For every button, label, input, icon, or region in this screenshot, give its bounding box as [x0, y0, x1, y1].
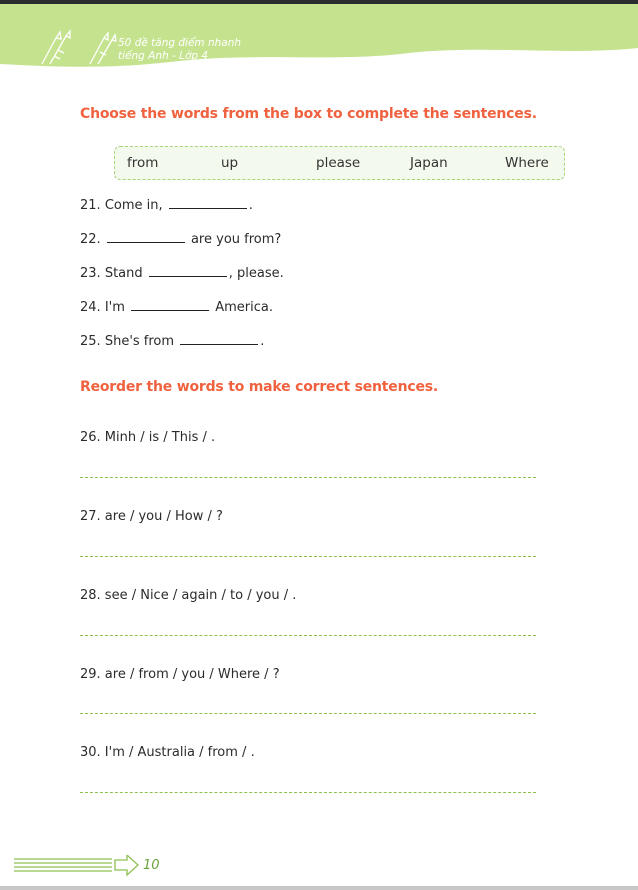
question-23: [80, 264, 284, 281]
question-number: 24.: [80, 300, 101, 315]
footer-arrow-icon: [14, 855, 139, 877]
word-box-item: please: [316, 155, 361, 171]
question-26: 26. Minh / is / This / .: [80, 430, 216, 445]
question-30: 30. I'm / Australia / from / .: [80, 745, 255, 760]
question-21: [80, 196, 253, 213]
question-text-after: , please.: [228, 266, 284, 281]
book-title-line2: tiếng Anh - Lớp 4: [118, 50, 209, 62]
answer-line[interactable]: [80, 635, 536, 636]
pencil-icon: [86, 30, 120, 68]
page-number: 10: [143, 858, 160, 873]
question-text-before: Come in,: [104, 198, 163, 213]
question-number: 25.: [80, 334, 101, 349]
question-text-before: I'm: [104, 300, 125, 315]
bottom-border: [0, 886, 638, 890]
question-number: 21.: [80, 198, 101, 213]
question-text-after: are you from?: [190, 232, 282, 247]
question-text-after: .: [260, 334, 265, 349]
answer-line[interactable]: [80, 713, 536, 714]
word-box-item: Where: [505, 155, 549, 171]
answer-blank[interactable]: [169, 196, 247, 209]
question-27: 27. are / you / How / ?: [80, 509, 223, 524]
answer-line[interactable]: [80, 477, 536, 478]
question-28: 28. see / Nice / again / to / you / .: [80, 588, 297, 603]
page-header: [0, 4, 638, 74]
book-title-line1: 50 đề tăng điểm nhanh: [118, 37, 242, 49]
section-title-reorder: Reorder the words to make correct sentences.: [80, 379, 439, 395]
question-22: [80, 230, 281, 247]
pencil-icon: [36, 28, 76, 68]
word-box: [114, 146, 565, 180]
question-text-after: .: [248, 198, 253, 213]
question-29: 29. are / from / you / Where / ?: [80, 667, 280, 682]
answer-blank[interactable]: [180, 332, 258, 345]
answer-line[interactable]: [80, 556, 536, 557]
question-text-before: Stand: [104, 266, 143, 281]
question-25: [80, 332, 264, 349]
question-text-before: She's from: [104, 334, 175, 349]
section-title-choose: Choose the words from the box to complete the sentences.: [80, 106, 537, 122]
question-number: 23.: [80, 266, 101, 281]
question-24: [80, 298, 273, 315]
word-box-item: up: [221, 155, 239, 171]
question-number: 22.: [80, 232, 101, 247]
word-box-item: from: [127, 155, 159, 171]
answer-line[interactable]: [80, 792, 536, 793]
word-box-item: Japan: [410, 155, 448, 171]
answer-blank[interactable]: [149, 264, 227, 277]
book-title: [118, 37, 241, 63]
answer-blank[interactable]: [107, 230, 185, 243]
question-text-after: America.: [215, 300, 273, 315]
answer-blank[interactable]: [131, 298, 209, 311]
